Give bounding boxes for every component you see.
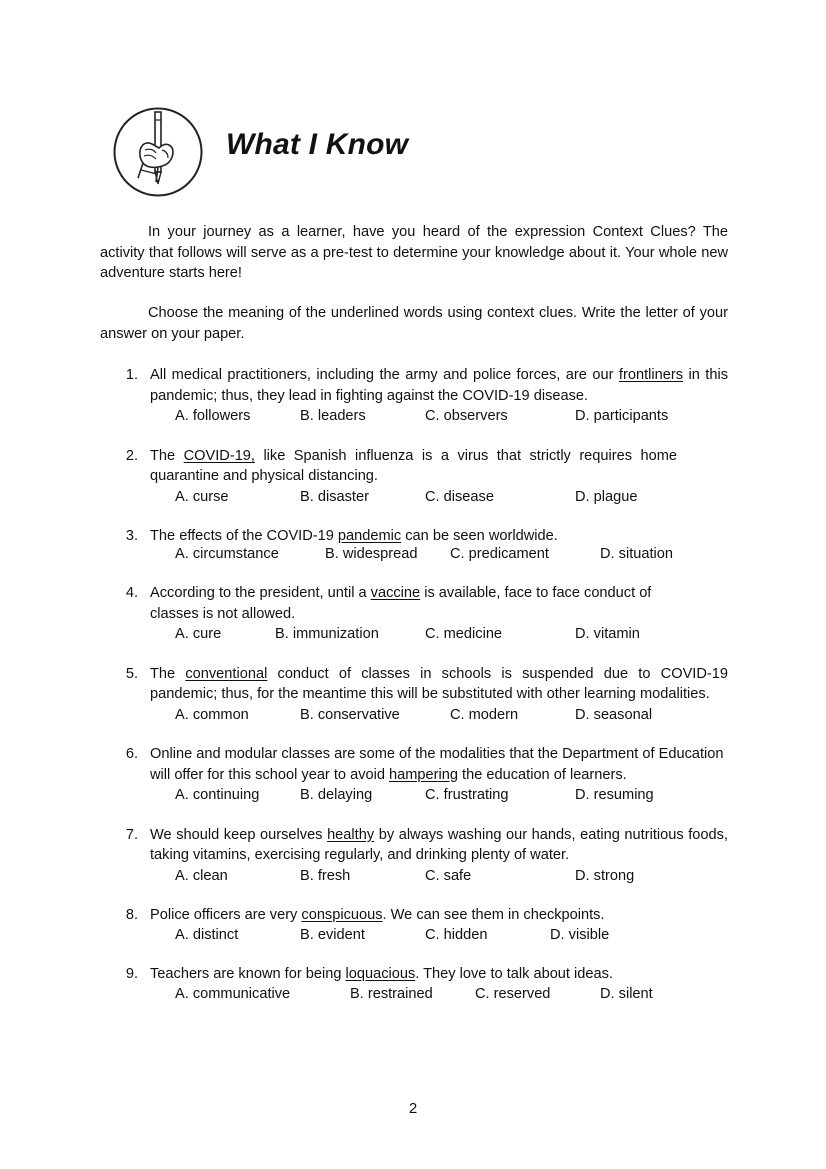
choice-d[interactable]: D. silent (600, 985, 653, 1002)
answer-choices (150, 705, 728, 725)
question-number: 5. (125, 665, 138, 682)
choice-c[interactable]: C. reserved (475, 985, 551, 1002)
choice-d[interactable]: D. seasonal (575, 706, 653, 723)
choice-b[interactable]: B. conservative (300, 706, 400, 723)
choice-c[interactable]: C. predicament (450, 545, 549, 562)
question-number: 3. (125, 528, 138, 544)
choice-c[interactable]: C. frustrating (425, 787, 509, 803)
choice-a[interactable]: A. followers (175, 408, 251, 424)
choice-a[interactable]: A. curse (175, 488, 229, 505)
underlined-word: pandemic (337, 528, 402, 544)
intro-paragraph: In your journey as a learner, have you heard of the expression Context Clues? The activity that follows will serve as a pre-test to determine your knowledge about it. Your whole new adventure starts here! (100, 224, 728, 281)
question-3 (100, 526, 728, 564)
choice-d[interactable]: D. visible (550, 926, 610, 943)
choice-b[interactable]: B. fresh (300, 867, 351, 884)
choice-c[interactable]: C. safe (425, 867, 472, 884)
choice-c[interactable]: C. disease (425, 488, 494, 505)
question-text: The effects of the COVID-19 pandemic can be seen worldwide. (150, 528, 558, 544)
underlined-word: frontliners (618, 367, 683, 383)
choice-d[interactable]: D. plague (575, 488, 638, 505)
question-2 (100, 446, 728, 507)
question-6 (100, 744, 728, 805)
choice-b[interactable]: B. disaster (300, 488, 369, 505)
question-number: 8. (125, 907, 138, 923)
choice-d[interactable]: D. situation (600, 545, 674, 562)
choice-d[interactable]: D. strong (575, 867, 635, 884)
question-number: 4. (125, 585, 138, 601)
choice-c[interactable]: C. modern (450, 706, 519, 723)
choice-a[interactable]: A. circumstance (175, 545, 279, 562)
underlined-word: COVID-19, (183, 447, 255, 464)
choice-c[interactable]: C. hidden (425, 926, 488, 943)
page-number: 2 (408, 1100, 418, 1117)
answer-choices (150, 866, 728, 886)
answer-choices (150, 487, 728, 507)
question-text: The COVID-19, like Spanish influenza is a virus that strictly requires home quarantine and physical distancing. (150, 447, 678, 484)
underlined-word: vaccine (370, 585, 421, 601)
question-number: 9. (125, 966, 138, 982)
choice-d[interactable]: D. resuming (575, 787, 654, 803)
question-5 (100, 664, 728, 725)
choice-a[interactable]: A. clean (175, 867, 228, 884)
question-9 (100, 964, 728, 1004)
choice-d[interactable]: D. participants (575, 408, 669, 424)
answer-choices (150, 544, 728, 564)
choice-d[interactable]: D. vitamin (575, 626, 640, 642)
question-text: Teachers are known for being loquacious. They love to talk about ideas. (150, 966, 613, 982)
answer-choices (150, 925, 728, 945)
question-text: All medical practitioners, including the army and police forces, are our frontliners in this pandemic; thus, they lead in fighting against the COVID-19 disease. (150, 367, 728, 404)
underlined-word: conspicuous (301, 907, 383, 923)
hand-holding-pencil-icon (112, 106, 204, 198)
choice-a[interactable]: A. common (175, 706, 249, 723)
question-text: We should keep ourselves healthy by always washing our hands, eating nutritious foods, taking vitamins, exercising regularly, and drinking plenty of water. (150, 826, 728, 863)
choice-b[interactable]: B. delaying (300, 787, 373, 803)
question-text: The conventional conduct of classes in schools is suspended due to COVID-19 pandemic; thus, for the meantime this will be substituted with other learning modalities. (150, 665, 728, 702)
question-4 (100, 583, 728, 644)
question-text: According to the president, until a vaccine is available, face to face conduct of classes is not allowed. (150, 585, 652, 622)
underlined-word: loquacious (345, 966, 416, 982)
answer-choices (150, 785, 728, 805)
question-number: 7. (125, 826, 138, 843)
choice-a[interactable]: A. cure (175, 626, 222, 642)
underlined-word: healthy (327, 826, 375, 843)
choice-b[interactable]: B. evident (300, 926, 365, 943)
answer-choices (150, 406, 728, 426)
question-7 (100, 825, 728, 886)
question-list (100, 365, 728, 1023)
question-number: 2. (125, 447, 138, 464)
underlined-word: hampering (389, 766, 458, 783)
question-number: 6. (125, 746, 138, 762)
choice-a[interactable]: A. continuing (175, 787, 260, 803)
choice-c[interactable]: C. observers (425, 408, 508, 424)
choice-c[interactable]: C. medicine (425, 626, 503, 642)
choice-b[interactable]: B. restrained (350, 985, 433, 1002)
question-text: Online and modular classes are some of the modalities that the Department of Education will offer for this school year to avoid hampering the education of learners. (150, 746, 724, 783)
choice-b[interactable]: B. leaders (300, 408, 366, 424)
page-title: What I Know (226, 128, 409, 161)
question-number: 1. (125, 367, 138, 383)
choice-a[interactable]: A. distinct (175, 926, 239, 943)
choice-a[interactable]: A. communicative (175, 985, 291, 1002)
question-text: Police officers are very conspicuous. We can see them in checkpoints. (150, 907, 605, 923)
choice-b[interactable]: B. widespread (325, 545, 418, 562)
answer-choices (150, 624, 728, 644)
choice-b[interactable]: B. immunization (275, 626, 379, 642)
question-8 (100, 905, 728, 945)
instructions-paragraph: Choose the meaning of the underlined words using context clues. Write the letter of your answer on your paper. (100, 305, 728, 342)
question-1 (100, 365, 728, 426)
underlined-word: conventional (185, 665, 268, 682)
answer-choices (150, 984, 728, 1004)
